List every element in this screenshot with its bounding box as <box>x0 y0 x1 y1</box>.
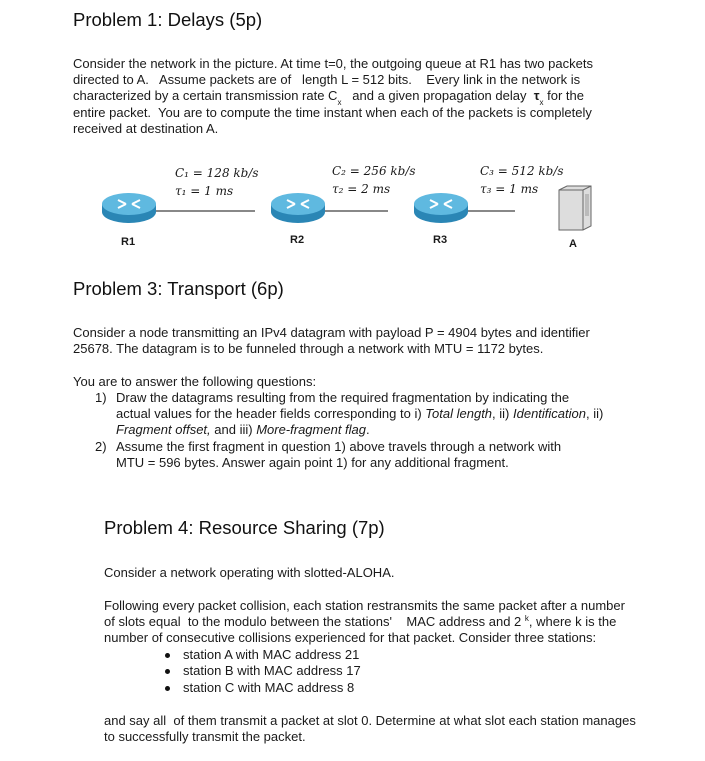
text: and a given propagation delay <box>341 88 534 103</box>
link1-delay: τ₁ = 1 ms <box>175 184 234 198</box>
bullet-icon <box>165 669 170 674</box>
text-line <box>116 422 370 438</box>
link2-delay: τ₂ = 2 ms <box>332 182 391 196</box>
server-icon <box>555 184 595 232</box>
text-line: 25678. The datagram is to be funneled through a network with MTU = 1172 bytes. <box>73 341 544 356</box>
text-line: directed to A. Assume packets are of length L = 512 bits. Every link in the network is <box>73 72 581 87</box>
superscript: k <box>524 614 529 623</box>
italic-term: Fragment offset, <box>116 422 211 437</box>
text-line <box>116 406 603 422</box>
link3-delay: τ₃ = 1 ms <box>480 182 539 196</box>
link-line <box>155 210 255 212</box>
text-line: to successfully transmit the packet. <box>104 729 306 744</box>
italic-term: More-fragment flag <box>256 422 367 437</box>
node-label: R1 <box>121 236 136 248</box>
list-number: 2) <box>95 439 107 454</box>
subscript: x <box>539 98 544 107</box>
text: , ii) <box>586 406 604 421</box>
problem3-title: Problem 3: Transport (6p) <box>73 278 284 299</box>
node-label: R2 <box>290 234 305 246</box>
text-line: You are to answer the following questions: <box>73 374 317 389</box>
tau-symbol: τ <box>533 88 540 103</box>
list-item: station B with MAC address 17 <box>183 663 361 678</box>
text-line: Consider a node transmitting an IPv4 datagram with payload P = 4904 bytes and identifier <box>73 325 590 340</box>
text: , where k is the <box>528 614 617 629</box>
link3-rate: C₃ = 512 kb/s <box>480 164 564 178</box>
problem4-title: Problem 4: Resource Sharing (7p) <box>104 517 385 538</box>
italic-term: Identification <box>513 406 586 421</box>
text: characterized by a certain transmission rate C <box>73 88 338 103</box>
text: . <box>366 422 370 437</box>
text-line: Draw the datagrams resulting from the required fragmentation by indicating the <box>116 390 570 405</box>
text-line: entire packet. You are to compute the time instant when each of the packets is completely <box>73 105 592 120</box>
text-line: received at destination A. <box>73 121 219 136</box>
text: , ii) <box>492 406 513 421</box>
text: of slots equal to the modulo between the stations' MAC address and 2 <box>104 614 525 629</box>
text-line: Following every packet collision, each station restransmits the same packet after a number <box>104 598 625 613</box>
problem1-title: Problem 1: Delays (5p) <box>73 9 263 30</box>
text: for the <box>543 88 584 103</box>
router-icon <box>269 190 327 226</box>
text-line <box>73 88 584 106</box>
node-label: A <box>569 238 577 250</box>
link2-rate: C₂ = 256 kb/s <box>332 164 416 178</box>
link1-rate: C₁ = 128 kb/s <box>175 166 259 180</box>
router-icon <box>412 190 470 226</box>
node-label: R3 <box>433 234 448 246</box>
bullet-icon <box>165 653 170 658</box>
text: and iii) <box>210 422 257 437</box>
list-number: 1) <box>95 390 107 405</box>
italic-term: Total length <box>425 406 493 421</box>
list-item: station C with MAC address 8 <box>183 680 355 695</box>
text-line: and say all of them transmit a packet at slot 0. Determine at what slot each station manages <box>104 713 636 728</box>
text-line: Consider the network in the picture. At time t=0, the outgoing queue at R1 has two packets <box>73 56 593 71</box>
bullet-icon <box>165 686 170 691</box>
subscript: x <box>337 98 342 107</box>
text-line: Consider a network operating with slotted-ALOHA. <box>104 565 395 580</box>
list-item: station A with MAC address 21 <box>183 647 360 662</box>
text-line: MTU = 596 bytes. Answer again point 1) for any additional fragment. <box>116 455 509 470</box>
router-icon <box>100 190 158 226</box>
text: actual values for the header fields corresponding to i) <box>116 406 426 421</box>
text-line: Assume the first fragment in question 1) above travels through a network with <box>116 439 562 454</box>
text-line: number of consecutive collisions experienced for that packet. Consider three stations: <box>104 630 597 645</box>
